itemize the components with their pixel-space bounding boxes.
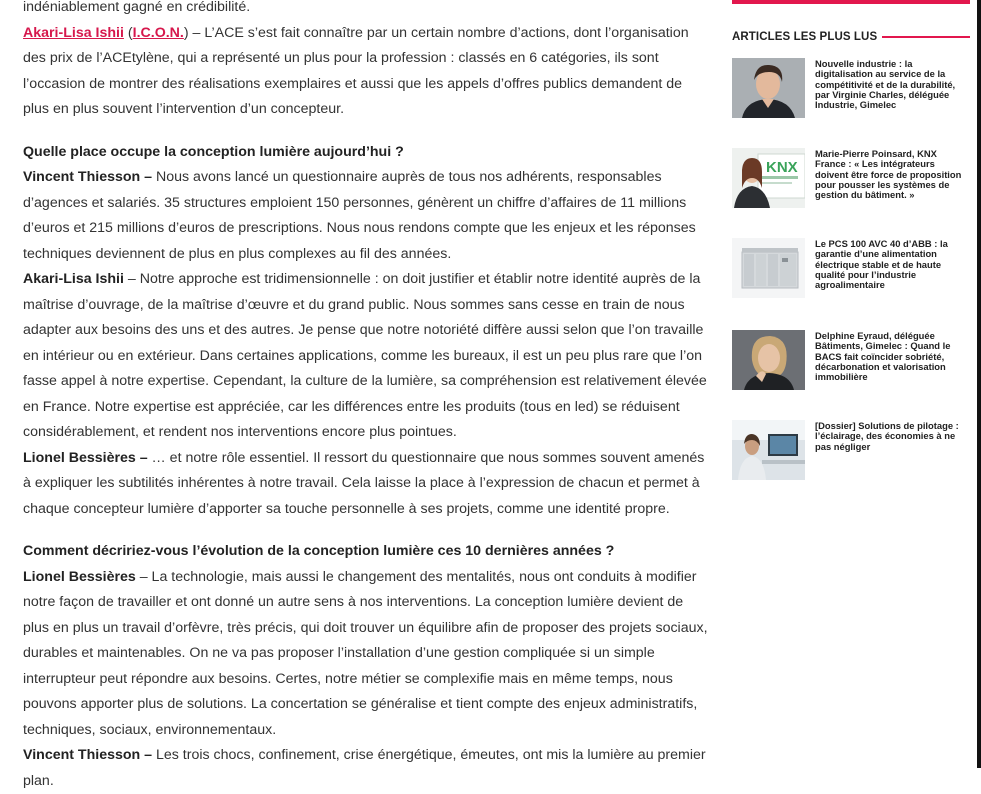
most-read-item[interactable] [732, 58, 970, 118]
most-read-item-title[interactable]: Delphine Eyraud, déléguée Bâtiments, Gimelec : Quand le BACS fait coïncider sobriété, décarbonation et valorisation immobilière [815, 330, 951, 383]
paragraph-text: Les trois chocs, confinement, crise énergétique, émeutes, ont mis la lumière au premier plan. [23, 747, 706, 789]
speaker: Lionel Bessières – [23, 449, 148, 466]
question-heading: Comment décririez-vous l’évolution de la conception lumière ces 10 dernières années ? [23, 543, 615, 559]
most-read-item[interactable] [732, 420, 970, 480]
paragraph [23, 446, 711, 523]
paragraph: indéniablement gagné en crédibilité. [23, 0, 251, 15]
speaker: Vincent Thiesson – [23, 169, 153, 185]
paragraph-text: … et notre rôle essentiel. Il ressort du questionnaire que nous sommes souvent amenés à expliquer les subtilités inhérentes à notre travail. Cela laisse la place à l’expression de chacun et permet à chaque concepteur lumière d’apporter sa touche personnelle à ses projets, comme une identité propre. [23, 449, 705, 517]
article-thumbnail[interactable] [732, 420, 805, 480]
article-thumbnail[interactable] [732, 58, 805, 118]
article-thumbnail[interactable] [732, 330, 805, 390]
paragraph [23, 565, 711, 744]
paragraph-text: – La technologie, mais aussi le changement des mentalités, nous ont conduits à modifier notre façon de travailler et ont donné un autre sens à nos interventions. La conception lumière devient de plus en plus un travail d’orfèvre, très précis, qui doit trouver un équilibre afin de proposer des projets sociaux, durables et maintenables. On ne va pas proposer l’installation d’une gestion compliquée si un simple interrupteur peut répondre aux besoins. Certes, notre métier se complexifie mais en même temps, nous pouvons apporter plus de solutions. La concertation se généralise et tient compte des enjeux administratifs, techniques, sociaux, environnementaux. [23, 568, 708, 738]
sidebar-accent-bar [732, 0, 970, 4]
paragraph: Akari-Lisa Ishii (I.C.O.N.) – L’ACE s’est fait connaître par un certain nombre d’actions, dont l’organisation des prix de l’ACEtylène, qui a représenté un plus pour la profession : classés en 6 catégories, ils sont l’occasion de montrer des réalisations exemplaires et aussi que les appels d’offres publics demandent de plus en plus souvent l’intervention d’un concepteur. [23, 24, 689, 117]
most-read-item-title[interactable]: Le PCS 100 AVC 40 d’ABB : la garantie d’une alimentation électrique stable et de haute qualité pour l’industrie agroalimentaire [815, 238, 948, 291]
most-read-item-title[interactable]: [Dossier] Solutions de pilotage : l’éclairage, des économies à ne pas négliger [815, 420, 959, 452]
org-link[interactable]: I.C.O.N. [132, 24, 184, 41]
question-heading: Quelle place occupe la conception lumière aujourd’hui ? [23, 143, 404, 160]
article-thumbnail[interactable] [732, 238, 805, 298]
paragraph-text: Nous avons lancé un questionnaire auprès de tous nos adhérents, responsables d’agences et salariés. 35 structures emploient 150 personnes, génèrent un chiffre d’affaires de 11 millions d’euros et 215 millions d’euros de prescriptions. Nous nous rendons compte que les enjeux et les réponses techniques deviennent de plus en plus complexes au fil des années. [23, 169, 696, 262]
paragraph-text: – L’ACE s’est fait connaître par un certain nombre d’actions, dont l’organisation des prix de l’ACEtylène, qui a représenté un plus pour la profession : classés en 6 catégories, ils sont l’occasion de montrer des réalisations exemplaires et aussi que les appels d’offres publics demandent de plus en plus souvent l’intervention d’un concepteur. [23, 24, 689, 117]
speaker: Akari-Lisa Ishii [23, 271, 124, 287]
author-link[interactable]: Akari-Lisa Ishii [23, 24, 124, 41]
most-read-item[interactable] [732, 148, 970, 208]
most-read-item[interactable] [732, 330, 970, 390]
knx-logo-text: KNX [766, 159, 798, 176]
most-read-item[interactable] [732, 238, 970, 298]
most-read-heading [732, 28, 970, 46]
speaker: Lionel Bessières [23, 568, 136, 585]
most-read-title: ARTICLES LES PLUS LUS [732, 31, 878, 43]
most-read-item-title[interactable]: Marie-Pierre Poinsard, KNX France : « Les intégrateurs doivent être force de proposition pour pousser les systèmes de gestion du bâtiment. » [815, 148, 962, 201]
article-thumbnail[interactable] [732, 148, 805, 208]
speaker: Vincent Thiesson – [23, 747, 153, 763]
paragraph [23, 165, 711, 267]
most-read-item-title[interactable]: Nouvelle industrie : la digitalisation au service de la compétitivité et de la durabilité, par Virginie Charles, déléguée Industrie, Gimelec [815, 58, 956, 111]
scrollbar-track[interactable] [977, 0, 981, 768]
paragraph-text: – Notre approche est tridimensionnelle : on doit justifier et établir notre identité auprès de la maîtrise d’ouvrage, de la maîtrise d’œuvre et du grand public. Nous sommes sans cesse en train de nous adapter aux besoins des uns et des autres. Je pense que notre notoriété diffère aussi selon que l’on travaille en intérieur ou en extérieur. Dans certaines applications, comme les bureaux, il est un peu plus rare que l’on fasse appel à notre expertise. Cependant, la culture de la lumière, sa compréhension est relativement élevée en France. Notre expertise est appréciée, car les différences entre les produits (tous en led) se réduisent considérablement, et rendent nos interventions encore plus pointues. [23, 271, 707, 440]
heading-divider [882, 36, 970, 38]
article-body [23, 0, 711, 794]
paragraph [23, 267, 711, 446]
paragraph [23, 743, 711, 794]
